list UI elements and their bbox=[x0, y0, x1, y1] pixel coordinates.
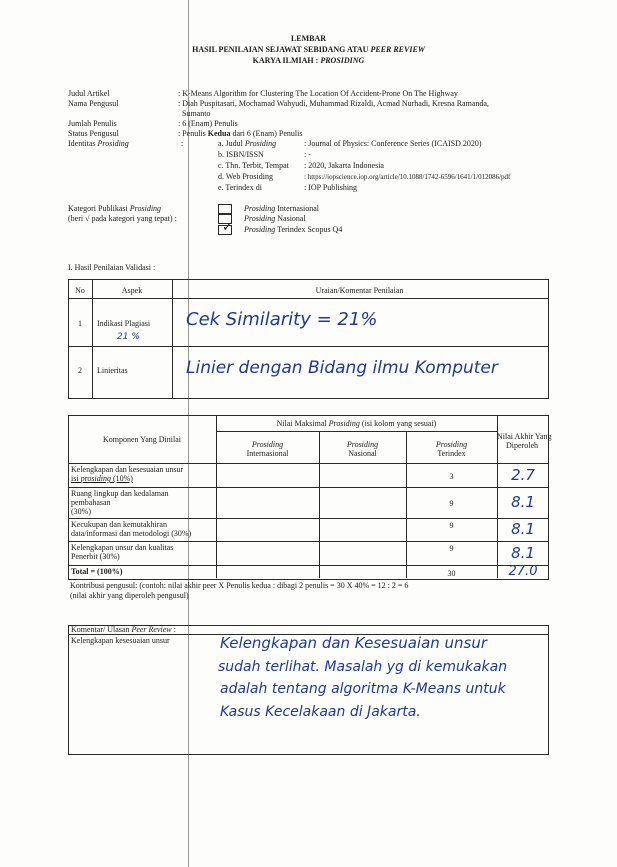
komentar-handwriting-4: Kasus Kecelakaan di Jakarta. bbox=[220, 704, 421, 720]
judul-value: : K-Means Algorithm for Clustering The Location Of Accident-Prone On The Highway bbox=[178, 89, 458, 98]
nilai-row-1-komponen: Kelengkapan dan kesesuaian unsur isi prosiding (10%) bbox=[71, 465, 184, 483]
komentar-handwriting-2: sudah terlihat. Masalah yg di kemukakan bbox=[218, 659, 508, 675]
jumlah-value: : 6 (Enam) Penulis bbox=[178, 119, 238, 128]
validasi-row-1-komentar: Cek Similarity = 21% bbox=[186, 309, 378, 330]
kategori-note: (beri √ pada kategori yang tepat) : bbox=[68, 214, 177, 223]
kategori-internasional-label: Prosiding Internasional bbox=[244, 204, 320, 213]
kategori-label: Kategori Publikasi Prosiding bbox=[68, 204, 162, 213]
nilai-header-komponen: Komponen Yang Dinilai bbox=[103, 435, 181, 444]
web-prosiding-link[interactable]: : https://iopscience.iop.org/article/10.1088/1742-6596/1641/1/012086/pdf bbox=[304, 173, 511, 181]
nilai-header-nasional: Prosiding Nasional bbox=[346, 440, 379, 458]
validasi-row-2-no: 2 bbox=[78, 366, 82, 375]
kategori-scopus-label: Prosiding Terindex Scopus Q4 bbox=[244, 225, 343, 234]
nilai-header-akhir: Nilai Akhir Yang Diperoleh bbox=[497, 432, 552, 450]
nilai-row-4-komponen: Kelengkapan unsur dan kualitas Penerbit (30%) bbox=[71, 543, 174, 561]
komentar-label: Kelengkapan kesesuaian unsur bbox=[71, 636, 170, 645]
nilai-header-terindex: Prosiding Terindex bbox=[435, 440, 468, 458]
identitas-row-a-value: : Journal of Physics: Conference Series (ICAISD 2020) bbox=[304, 139, 482, 148]
header-line-1: LEMBAR bbox=[290, 34, 327, 43]
komentar-title: Komentar/ Ulasan Peer Review : bbox=[71, 625, 176, 634]
nilai-header-maksimal: Nilai Maksimal Prosiding (isi kolom yang sesuai) bbox=[276, 419, 437, 428]
validasi-header-komentar: Uraian/Komentar Penilaian bbox=[315, 286, 404, 295]
header-line-3: KARYA ILMIAH : PROSIDING bbox=[252, 56, 365, 65]
nilai-row-2-terindex: 9 bbox=[449, 499, 454, 508]
validasi-row-1-aspek: Indikasi Plagiasi bbox=[97, 319, 151, 328]
pengusul-value-1: : Diah Puspitasari, Mochamad Wahyudi, Muhammad Rizaldi, Acmad Nurhadi, Kresna Ramanda, bbox=[178, 99, 489, 108]
nilai-row-1-akhir: 2.7 bbox=[511, 466, 535, 484]
pengusul-label: Nama Pengusul bbox=[68, 99, 119, 108]
header-line-2: HASIL PENILAIAN SEJAWAT SEBIDANG ATAU PEER REVIEW bbox=[192, 45, 425, 54]
identitas-row-d-label: d. Web Prosiding bbox=[218, 172, 273, 181]
identitas-row-e-label: e. Terindex di bbox=[218, 183, 262, 192]
nilai-total-akhir: 27.0 bbox=[508, 564, 538, 579]
nilai-row-4-akhir: 8.1 bbox=[511, 544, 535, 562]
validasi-row-2-komentar: Linier dengan Bidang ilmu Komputer bbox=[186, 358, 498, 378]
nilai-row-1-terindex: 3 bbox=[449, 472, 454, 481]
kategori-scopus-checkbox[interactable] bbox=[218, 219, 233, 235]
identitas-row-c-value: : 2020, Jakarta Indonesia bbox=[304, 161, 384, 170]
identitas-colon: : bbox=[181, 139, 184, 148]
nilai-row-2-komponen: Ruang lingkup dan kedalaman pembahasan (30%) bbox=[71, 489, 169, 516]
validasi-header-no: No bbox=[75, 286, 85, 295]
identitas-row-c-label: c. Thn. Terbit, Tempat bbox=[218, 161, 289, 170]
nilai-total-terindex: 30 bbox=[447, 569, 456, 578]
komentar-handwriting-3: adalah tentang algoritma K-Means untuk bbox=[220, 681, 506, 697]
status-label: Status Pengusul bbox=[68, 129, 119, 138]
judul-label: Judul Artikel bbox=[68, 89, 110, 98]
validasi-header-aspek: Aspek bbox=[121, 286, 143, 295]
validasi-row-2-aspek: Linieritas bbox=[97, 366, 128, 375]
nilai-header-internasional: Prosiding Internasional bbox=[246, 440, 289, 458]
nilai-row-3-terindex: 9 bbox=[449, 521, 454, 530]
nilai-total-label: Total = (100%) bbox=[71, 567, 123, 576]
validasi-row-1-aspek-note: 21 % bbox=[117, 332, 140, 342]
validasi-table bbox=[68, 279, 549, 399]
identitas-row-b-value: : - bbox=[304, 150, 311, 159]
nilai-row-4-terindex: 9 bbox=[449, 544, 454, 553]
identitas-label: Identitas Prosiding bbox=[68, 139, 129, 148]
identitas-row-b-label: b. ISBN/ISSN bbox=[218, 150, 264, 159]
komentar-handwriting-1: Kelengkapan dan Kesesuaian unsur bbox=[220, 634, 488, 652]
identitas-row-e-value: : IOP Publishing bbox=[304, 183, 358, 192]
kontribusi-line-1: Kontribusi pengusul: (contoh: nilai akhir peer X Penulis kedua : dibagi 2 penulis = 30 X 40% = 12 : 2 = 6 bbox=[70, 581, 409, 590]
validasi-title: I. Hasil Penilaian Validasi : bbox=[68, 263, 156, 272]
nilai-row-3-akhir: 8.1 bbox=[511, 520, 535, 538]
status-value: : Penulis Kedua dari 6 (Enam) Penulis bbox=[178, 129, 303, 138]
nilai-row-3-komponen: Kecukupan dan kemutakhiran data/informasi dan metodologi (30%) bbox=[71, 520, 192, 538]
check-mark-icon: ✓ bbox=[222, 219, 233, 234]
kontribusi-line-2: (nilai akhir yang diperoleh pengusul) bbox=[70, 591, 189, 600]
identitas-row-a-label: a. Judul Prosiding bbox=[218, 139, 277, 148]
nilai-row-2-akhir: 8.1 bbox=[511, 493, 535, 511]
kategori-internasional-checkbox[interactable] bbox=[218, 204, 232, 214]
pengusul-value-2: Sumanto bbox=[182, 109, 211, 118]
kategori-nasional-label: Prosiding Nasional bbox=[244, 214, 306, 223]
validasi-row-1-no: 1 bbox=[78, 319, 82, 328]
jumlah-label: Jumlah Penulis bbox=[68, 119, 117, 128]
